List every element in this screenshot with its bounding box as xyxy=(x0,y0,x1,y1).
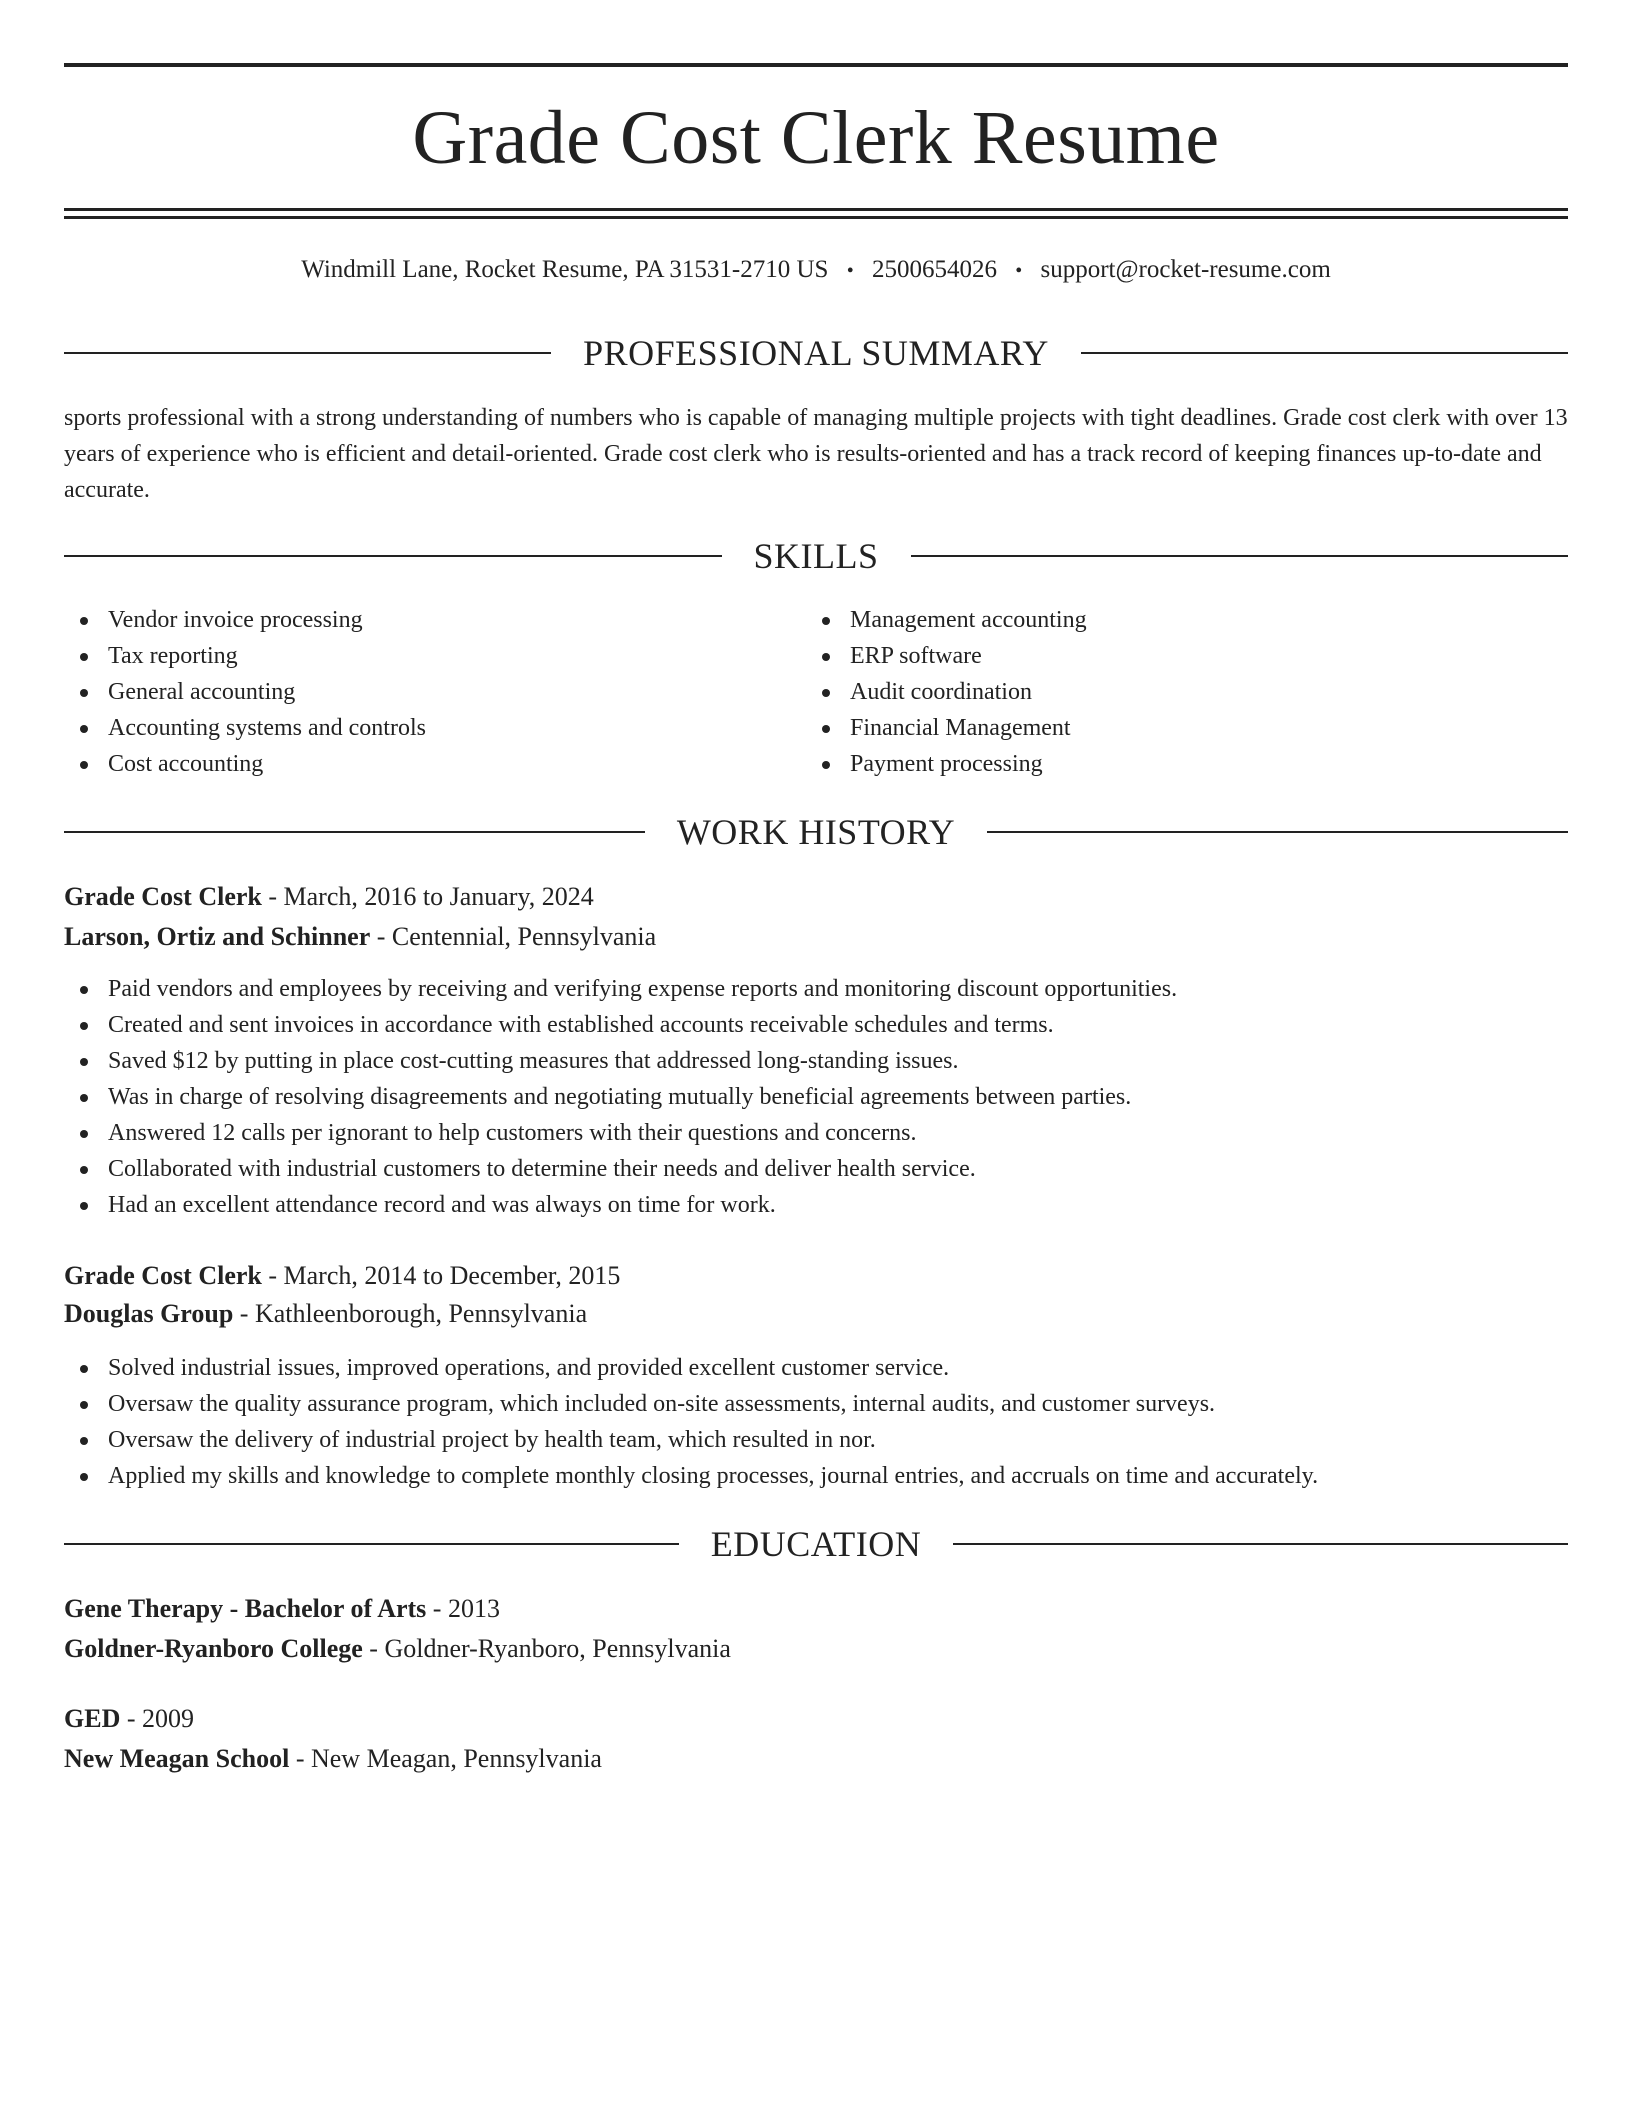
contact-line xyxy=(64,254,1568,287)
job-title: Grade Cost Clerk xyxy=(64,1261,262,1290)
skill-item: Vendor invoice processing xyxy=(64,602,804,638)
job-company-line xyxy=(64,919,1568,955)
skills-list-left xyxy=(64,602,804,782)
skill-item: Management accounting xyxy=(806,602,1546,638)
education-year: - 2013 xyxy=(426,1594,500,1623)
heading-rule xyxy=(64,1543,679,1545)
job-dates: - March, 2016 to January, 2024 xyxy=(261,882,594,911)
job-duty-item: Oversaw the quality assurance program, which included on-site assessments, internal audits, and customer surveys. xyxy=(64,1386,1568,1422)
header-bottom-rule-upper xyxy=(64,208,1568,211)
education-degree: GED xyxy=(64,1704,121,1733)
skills-list-right xyxy=(806,602,1546,782)
skill-item: Payment processing xyxy=(806,746,1546,782)
job-duty-item: Solved industrial issues, improved operations, and provided excellent customer service. xyxy=(64,1350,1568,1386)
education-school-line xyxy=(64,1631,1568,1667)
job-duty-item: Created and sent invoices in accordance with established accounts receivable schedules and terms. xyxy=(64,1007,1568,1043)
job-duty-item: Applied my skills and knowledge to complete monthly closing processes, journal entries, and accruals on time and accurately. xyxy=(64,1458,1568,1494)
education-degree: Gene Therapy - Bachelor of Arts xyxy=(64,1594,427,1623)
skill-item: Financial Management xyxy=(806,710,1546,746)
job-duty-item: Had an excellent attendance record and was always on time for work. xyxy=(64,1187,1568,1223)
heading-rule xyxy=(987,831,1568,833)
contact-address: Windmill Lane, Rocket Resume, PA 31531-2710 US xyxy=(301,256,829,283)
contact-separator: • xyxy=(1015,260,1023,282)
skill-item: ERP software xyxy=(806,638,1546,674)
education-location: - Goldner-Ryanboro, Pennsylvania xyxy=(362,1634,731,1663)
job-company-line xyxy=(64,1296,1568,1332)
education-year: - 2009 xyxy=(120,1704,195,1733)
job-title-line xyxy=(64,1258,1568,1294)
section-heading-label: WORK HISTORY xyxy=(676,812,956,852)
heading-rule xyxy=(64,352,551,354)
job-duty-item: Saved $12 by putting in place cost-cutting measures that addressed long-standing issues. xyxy=(64,1043,1568,1079)
job-duty-item: Collaborated with industrial customers to determine their needs and deliver health service. xyxy=(64,1151,1568,1187)
job-location: - Kathleenborough, Pennsylvania xyxy=(233,1299,588,1328)
job-duty-item: Answered 12 calls per ignorant to help customers with their questions and concerns. xyxy=(64,1115,1568,1151)
heading-rule xyxy=(1081,352,1568,354)
job-company: Larson, Ortiz and Schinner xyxy=(64,922,371,951)
education-degree-line xyxy=(64,1701,1568,1737)
job-title: Grade Cost Clerk xyxy=(64,882,262,911)
education-location: - New Meagan, Pennsylvania xyxy=(289,1744,602,1773)
heading-rule xyxy=(64,555,722,557)
education-school: New Meagan School xyxy=(64,1744,290,1773)
contact-email: support@rocket-resume.com xyxy=(1040,256,1331,283)
education-degree-line xyxy=(64,1591,1568,1627)
section-heading-work-history xyxy=(64,810,1568,854)
summary-text: sports professional with a strong understanding of numbers who is capable of managing multiple projects with tight deadlines. Grade cost clerk with over 13 years of experience who is efficient and detail-oriented. Grade cost clerk who is results-oriented and has a track record of keeping finances up-to-date and accurate. xyxy=(64,405,1568,503)
header-bottom-rule-lower xyxy=(64,216,1568,219)
skill-item: Audit coordination xyxy=(806,674,1546,710)
resume-title: Grade Cost Clerk Resume xyxy=(412,96,1220,180)
job-duty-item: Oversaw the delivery of industrial project by health team, which resulted in nor. xyxy=(64,1422,1568,1458)
section-heading-skills xyxy=(64,534,1568,578)
job-title-line xyxy=(64,879,1568,915)
skill-item: General accounting xyxy=(64,674,804,710)
heading-rule xyxy=(64,831,645,833)
section-heading-label: EDUCATION xyxy=(710,1524,922,1564)
section-heading-summary xyxy=(64,331,1568,375)
header-top-rule xyxy=(64,63,1568,67)
job-duty-item: Paid vendors and employees by receiving and verifying expense reports and monitoring discount opportunities. xyxy=(64,971,1568,1007)
job-duty-item: Was in charge of resolving disagreements and negotiating mutually beneficial agreements between parties. xyxy=(64,1079,1568,1115)
job-dates: - March, 2014 to December, 2015 xyxy=(261,1261,621,1290)
job-duties-list xyxy=(64,971,1568,1223)
heading-rule xyxy=(953,1543,1568,1545)
skill-item: Tax reporting xyxy=(64,638,804,674)
section-heading-label: PROFESSIONAL SUMMARY xyxy=(583,333,1049,373)
section-heading-label: SKILLS xyxy=(753,536,879,576)
contact-phone: 2500654026 xyxy=(871,256,997,283)
education-school-line xyxy=(64,1741,1568,1777)
section-heading-education xyxy=(64,1522,1568,1566)
heading-rule xyxy=(911,555,1569,557)
contact-separator: • xyxy=(846,260,854,282)
education-school: Goldner-Ryanboro College xyxy=(64,1634,363,1663)
skill-item: Accounting systems and controls xyxy=(64,710,804,746)
job-company: Douglas Group xyxy=(64,1299,234,1328)
skill-item: Cost accounting xyxy=(64,746,804,782)
job-duties-list xyxy=(64,1350,1568,1494)
job-location: - Centennial, Pennsylvania xyxy=(370,922,657,951)
